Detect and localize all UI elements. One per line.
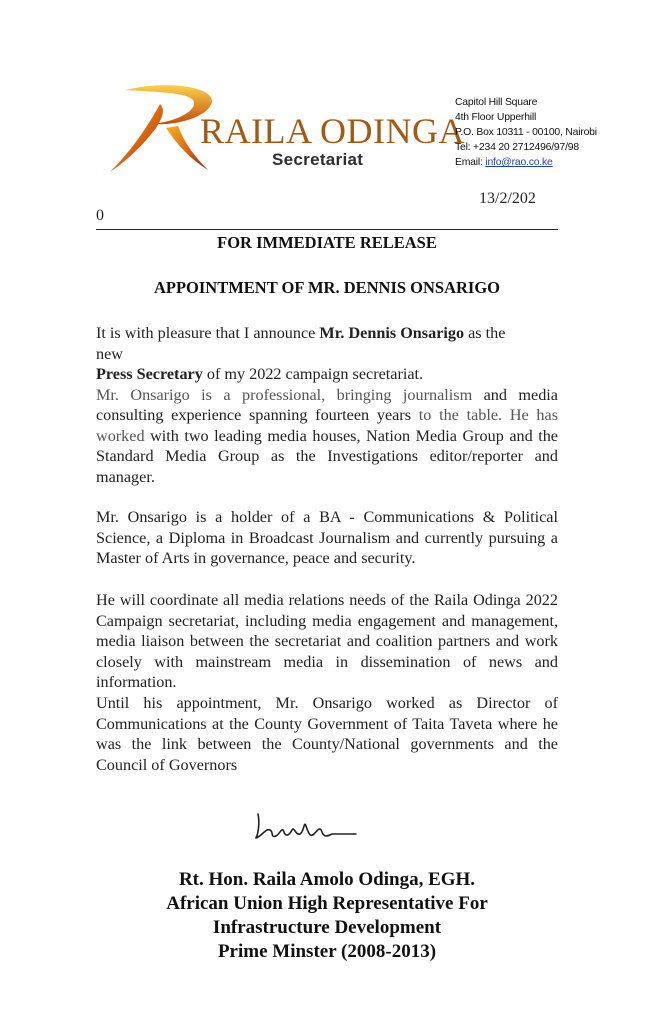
signatory-role-1: African Union High Representative For bbox=[166, 893, 488, 914]
signature-icon bbox=[252, 806, 362, 846]
paragraph-4: Until his appointment, Mr. Onsarigo worked as Director of Communications at the County Government of Taita Taveta where he was the link between the County/National governments and the Council of Governors bbox=[96, 694, 558, 774]
paragraph-3: He will coordinate all media relations needs of the Raila Odinga 2022 Campaign secretariat, including media engagement and management, media liaison between the secretariat and coalition partners and work closely with mainstream media in dissemination of news and information. bbox=[96, 591, 558, 691]
email-link[interactable]: info@rao.co.ke bbox=[485, 157, 553, 168]
date: 13/2/202 bbox=[479, 190, 536, 207]
signoff-block bbox=[0, 868, 654, 964]
p1-continuation: Mr. Onsarigo is a professional, bringing journalism and media consulting experience spanning fourteen years to the table. He has worked with two leading media houses, Nation Media Group and the Standard Media Group as the Investigations editor/reporter and manager. bbox=[96, 385, 559, 486]
p1-line-3: Press Secretary of my 2022 campaign secretariat. bbox=[96, 365, 424, 383]
brand-name: RAILA ODINGA bbox=[200, 111, 465, 151]
paragraph-2: Mr. Onsarigo is a holder of a BA - Communications & Political Science, a Diploma in Broadcast Journalism and currently pursuing a Master of Arts in governance, peace and security. bbox=[96, 508, 558, 567]
signature bbox=[252, 806, 362, 851]
release-heading: FOR IMMEDIATE RELEASE bbox=[217, 233, 437, 252]
contact-block bbox=[455, 95, 597, 170]
p1-line-2: new bbox=[96, 344, 123, 363]
email-line bbox=[455, 155, 597, 170]
po-box: P.O. Box 10311 - 00100, Nairobi bbox=[455, 127, 597, 138]
signatory-role-2: Infrastructure Development bbox=[212, 917, 442, 938]
release-title: APPOINTMENT OF MR. DENNIS ONSARIGO bbox=[153, 278, 501, 297]
divider-line bbox=[96, 229, 558, 230]
address-line-2: 4th Floor Upperhill bbox=[455, 112, 537, 123]
address-line-1: Capitol Hill Square bbox=[455, 97, 538, 108]
email-label: Email: bbox=[455, 157, 486, 168]
telephone: Tel: +234 20 2712496/97/98 bbox=[455, 142, 579, 153]
signatory-name: Rt. Hon. Raila Amolo Odinga, EGH. bbox=[178, 869, 476, 890]
paragraph-1 bbox=[96, 323, 558, 487]
p1-line-1: It is with pleasure that I announce Mr. Dennis Onsarigo as the bbox=[96, 324, 506, 342]
date-overflow: 0 bbox=[96, 207, 104, 224]
brand-subtitle: Secretariat bbox=[272, 150, 364, 169]
signatory-role-3: Prime Minster (2008-2013) bbox=[217, 941, 437, 962]
